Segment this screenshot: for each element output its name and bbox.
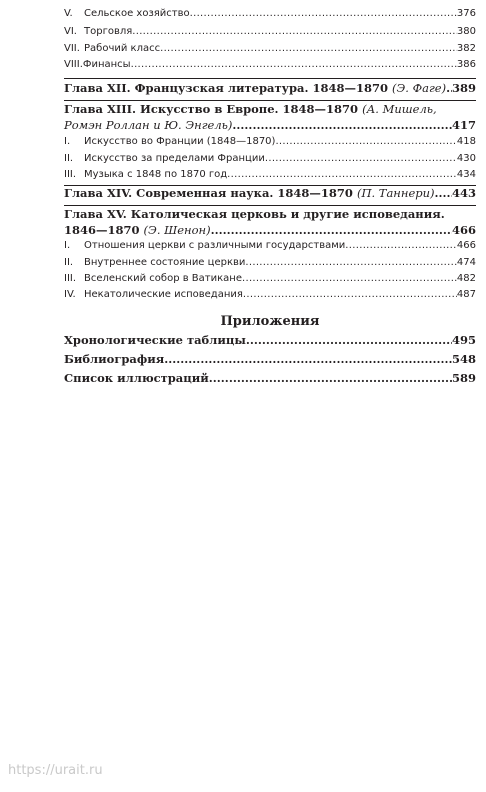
page-number: 443 xyxy=(451,186,476,200)
section-number: I. xyxy=(64,240,71,251)
section-number: V. xyxy=(64,8,73,19)
toc-appendix-item[interactable] xyxy=(64,333,476,347)
dot-leader xyxy=(345,240,457,251)
dot-leader xyxy=(245,257,457,268)
section-divider xyxy=(64,100,476,101)
page-number: 386 xyxy=(456,59,476,70)
section-divider xyxy=(64,78,476,79)
chapter-title: Глава XIII. Искусство в Европе. 1848—1870 xyxy=(64,102,359,116)
dot-leader xyxy=(265,153,457,164)
dot-leader xyxy=(246,333,452,347)
watermark-url: https://urait.ru xyxy=(8,763,103,778)
page-number: 548 xyxy=(451,352,476,366)
dot-leader xyxy=(190,8,457,19)
section-title: Искусство во Франции (1848—1870) xyxy=(84,136,276,147)
section-number: I. xyxy=(64,136,71,147)
chapter-author: (П. Таннери) xyxy=(356,186,435,200)
toc-section-row[interactable] xyxy=(64,257,476,268)
page-number: 417 xyxy=(451,118,476,132)
section-title: Отношения церкви с различными государствами xyxy=(84,240,346,251)
section-title: Сельское хозяйство xyxy=(84,8,190,19)
toc-appendix-item[interactable] xyxy=(64,352,476,366)
page-number: 418 xyxy=(456,136,476,147)
section-title: Рабочий класс xyxy=(84,43,161,54)
page-number: 589 xyxy=(451,371,476,385)
page-number: 389 xyxy=(451,81,476,95)
page-number: 430 xyxy=(456,153,476,164)
dot-leader xyxy=(132,26,457,37)
chapter-author: (Э. Шенон) xyxy=(143,223,211,237)
chapter-author: (Э. Фаге) xyxy=(392,81,447,95)
toc-chapter-xv-line2[interactable] xyxy=(64,223,476,237)
toc-section-row[interactable] xyxy=(64,43,476,54)
appendix-item-title: Библиография xyxy=(64,352,165,366)
dot-leader xyxy=(243,289,457,300)
toc-chapter-xii[interactable] xyxy=(64,81,476,95)
dot-leader xyxy=(164,352,452,366)
section-number: II. xyxy=(64,257,74,268)
toc-appendix-item[interactable] xyxy=(64,371,476,385)
appendix-item-title: Список иллюстраций xyxy=(64,371,209,385)
section-number: VI. xyxy=(64,26,77,37)
toc-section-row[interactable] xyxy=(64,26,476,37)
dot-leader xyxy=(131,59,457,70)
toc-chapter-xv-line1[interactable] xyxy=(64,207,476,221)
toc-chapter-xiii-line2[interactable] xyxy=(64,118,476,132)
dot-leader xyxy=(435,186,452,200)
section-title: Торговля xyxy=(84,26,133,37)
chapter-title: 1846—1870 xyxy=(64,223,140,237)
dot-leader xyxy=(275,136,456,147)
toc-section-row[interactable] xyxy=(64,136,476,147)
section-number: IV. xyxy=(64,289,76,300)
section-number: II. xyxy=(64,153,74,164)
page-number: 482 xyxy=(456,273,476,284)
page-number: 434 xyxy=(456,169,476,180)
section-number: VII. xyxy=(64,43,80,54)
page-number: 474 xyxy=(456,257,476,268)
page-number: 382 xyxy=(456,43,476,54)
toc-chapter-xiii-line1[interactable] xyxy=(64,102,476,116)
page-number: 495 xyxy=(451,333,476,347)
page-number: 487 xyxy=(456,289,476,300)
page-number: 376 xyxy=(456,8,476,19)
toc-section-row[interactable] xyxy=(64,169,476,180)
section-divider xyxy=(64,205,476,206)
chapter-author: (А. Мишель, xyxy=(362,102,437,116)
dot-leader xyxy=(232,118,452,132)
appendix-heading: Приложения xyxy=(220,314,320,329)
toc-chapter-xiv[interactable] xyxy=(64,186,476,200)
appendix-item-title: Хронологические таблицы xyxy=(64,333,246,347)
section-title: Внутреннее состояние церкви xyxy=(84,257,246,268)
section-title: Вселенский собор в Ватикане xyxy=(84,273,242,284)
toc-section-row[interactable] xyxy=(64,59,476,70)
section-number: III. xyxy=(64,273,77,284)
chapter-title: Глава XIV. Современная наука. 1848—1870 xyxy=(64,186,353,200)
chapter-title: Глава XII. Французская литература. 1848—1870 xyxy=(64,81,388,95)
dot-leader xyxy=(160,43,457,54)
page-number: 466 xyxy=(456,240,476,251)
section-number: III. xyxy=(64,169,77,180)
dot-leader xyxy=(209,371,452,385)
toc-section-row[interactable] xyxy=(64,289,476,300)
section-title: Музыка с 1848 по 1870 год xyxy=(84,169,228,180)
section-number: VIII. xyxy=(64,59,83,70)
toc-section-row[interactable] xyxy=(64,273,476,284)
chapter-author: Ромэн Роллан и Ю. Энгель) xyxy=(64,118,233,132)
chapter-title: Глава XV. Католическая церковь и другие исповедания. xyxy=(64,207,445,221)
section-title: Финансы xyxy=(82,59,131,70)
dot-leader xyxy=(227,169,457,180)
section-title: Некатолические исповедания xyxy=(84,289,243,300)
page-number: 380 xyxy=(456,26,476,37)
section-title: Искусство за пределами Франции xyxy=(84,153,265,164)
dot-leader xyxy=(242,273,457,284)
toc-section-row[interactable] xyxy=(64,8,476,19)
toc-section-row[interactable] xyxy=(64,240,476,251)
dot-leader xyxy=(211,223,452,237)
toc-section-row[interactable] xyxy=(64,153,476,164)
page-number: 466 xyxy=(451,223,476,237)
